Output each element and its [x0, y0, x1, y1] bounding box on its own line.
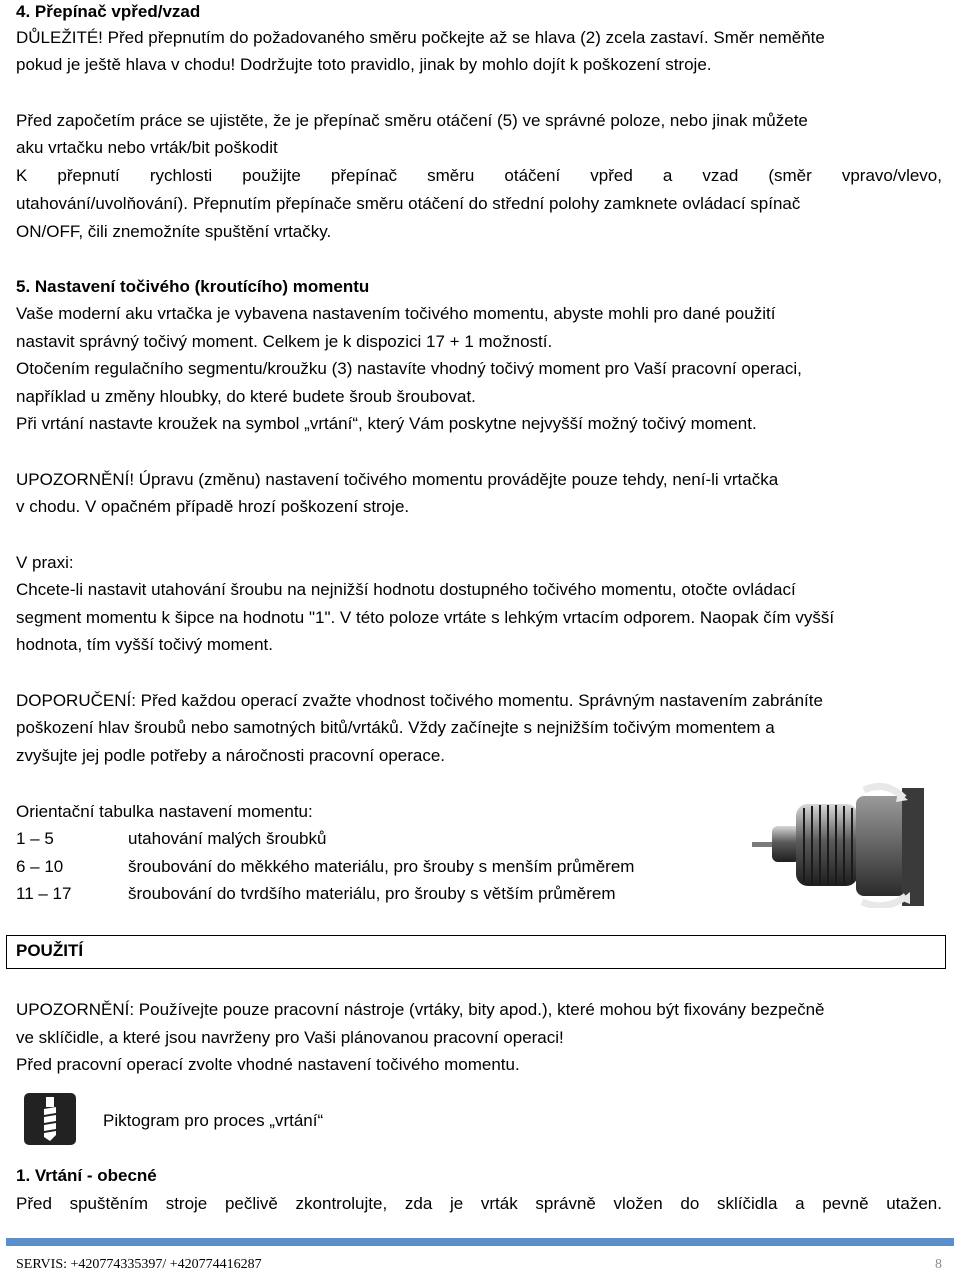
sec5-line-5: Při vrtání nastavte kroužek na symbol „vrtání“, který Vám poskytne nejvyšší možný točivý moment.: [16, 414, 757, 433]
sec4-line-1: DŮLEŽITÉ! Před přepnutím do požadovaného směru počkejte až se hlava (2) zcela zastaví. Směr neměňte: [16, 28, 825, 47]
sec4-line-4: aku vrtačku nebo vrták/bit poškodit: [16, 138, 278, 157]
drill-chuck-image: [752, 782, 924, 908]
section-5-title: [16, 275, 369, 301]
sec4-line-3: Před započetím práce se ujistěte, že je přepínač směru otáčení (5) ve správné poloze, nebo jinak můžete: [16, 111, 808, 130]
section-4-title: 4. Přepínač vpřed/vzad: [16, 2, 201, 21]
torque-range: 11 – 17: [16, 884, 72, 903]
torque-description: šroubování do měkkého materiálu, pro šrouby s menším průměrem: [128, 857, 635, 876]
sec5-line-1: Vaše moderní aku vrtačka je vybavena nastavením točivého momentu, abyste mohli pro dané použití: [16, 304, 776, 323]
torque-table-title: Orientační tabulka nastavení momentu:: [16, 802, 313, 821]
torque-range: 1 – 5: [16, 829, 54, 848]
torque-table-row: [16, 855, 756, 881]
sec4-line-6: utahování/uvolňování). Přepnutím přepínače směru otáčení do střední polohy zamknete ovládací spínač: [16, 194, 801, 213]
usage-heading-box: [6, 935, 946, 969]
practice-title: V praxi:: [16, 553, 74, 572]
sec5-line-3: Otočením regulačního segmentu/kroužku (3) nastavíte vhodný točivý moment pro Vaší pracovní operaci,: [16, 359, 802, 378]
usage-warning-line-3: Před pracovní operací zvolte vhodné nastavení točivého momentu.: [16, 1055, 520, 1074]
practice-line-1: Chcete-li nastavit utahování šroubu na nejnižší hodnotu dostupného točivého momentu, otočte ovládací: [16, 580, 796, 599]
practice-line-2: segment momentu k šipce na hodnotu "1". V této poloze vrtáte s lehkým vrtacím odporem. Naopak čím vyšší: [16, 608, 835, 627]
warning-line-2: v chodu. V opačném případě hrozí poškození stroje.: [16, 497, 410, 516]
recommendation-line-3: zvyšujte jej podle potřeby a náročnosti pracovní operace.: [16, 746, 446, 765]
torque-description: utahování malých šroubků: [128, 829, 327, 848]
usage-warning-line-1: UPOZORNĚNÍ: Používejte pouze pracovní nástroje (vrtáky, bity apod.), které mohou být fixovány bezpečně: [16, 1000, 825, 1019]
pictogram-label: Piktogram pro proces „vrtání“: [103, 1111, 324, 1130]
footer-divider-bar: [6, 1238, 954, 1246]
recommendation-line-1: DOPORUČENÍ: Před každou operací zvažte vhodnost točivého momentu. Správným nastavením zabráníte: [16, 691, 823, 710]
practice-line-3: hodnota, tím vyšší točivý moment.: [16, 635, 273, 654]
torque-table-row: [16, 827, 756, 853]
footer-service-contact: SERVIS: +420774335397/ +420774416287: [16, 1257, 262, 1272]
page-number: 8: [935, 1257, 942, 1272]
sec5-line-2: nastavit správný točivý moment. Celkem je k dispozici 17 + 1 možností.: [16, 332, 553, 351]
recommendation-line-2: poškození hlav šroubů nebo samotných bitů/vrtáků. Vždy začínejte s nejnižším točivým momentem a: [16, 718, 775, 737]
drilling-general-line-1: Před spuštěním stroje pečlivě zkontrolujte, zda je vrták správně vložen do sklíčidla a pevně utažen.: [16, 1194, 942, 1213]
torque-range: 6 – 10: [16, 857, 64, 876]
sec4-line-2: pokud je ještě hlava v chodu! Dodržujte toto pravidlo, jinak by mohlo dojít k poškození stroje.: [16, 55, 712, 74]
sec4-line-5: K přepnutí rychlosti použijte přepínač směru otáčení vpřed a vzad (směr vpravo/vlevo,: [16, 166, 942, 185]
usage-heading: POUŽITÍ: [16, 941, 84, 960]
usage-warning-line-2: ve sklíčidle, a které jsou navrženy pro Vaši plánovanou pracovní operaci!: [16, 1028, 564, 1047]
section-5-heading: Nastavení točivého (kroutícího) momentu: [34, 277, 370, 296]
drill-bit-pictogram-icon: [24, 1093, 76, 1145]
sec4-line-7: ON/OFF, čili znemožníte spuštění vrtačky.: [16, 222, 332, 241]
drilling-general-title: 1. Vrtání - obecné: [16, 1166, 157, 1185]
warning-line-1: UPOZORNĚNÍ! Úpravu (změnu) nastavení točivého momentu provádějte pouze tehdy, není-li vrtačka: [16, 470, 779, 489]
torque-description: šroubování do tvrdšího materiálu, pro šrouby s větším průměrem: [128, 884, 616, 903]
section-5-number: 5.: [16, 277, 35, 296]
sec5-line-4: například u změny hloubky, do které budete šroub šroubovat.: [16, 387, 476, 406]
torque-table-row: [16, 882, 756, 908]
